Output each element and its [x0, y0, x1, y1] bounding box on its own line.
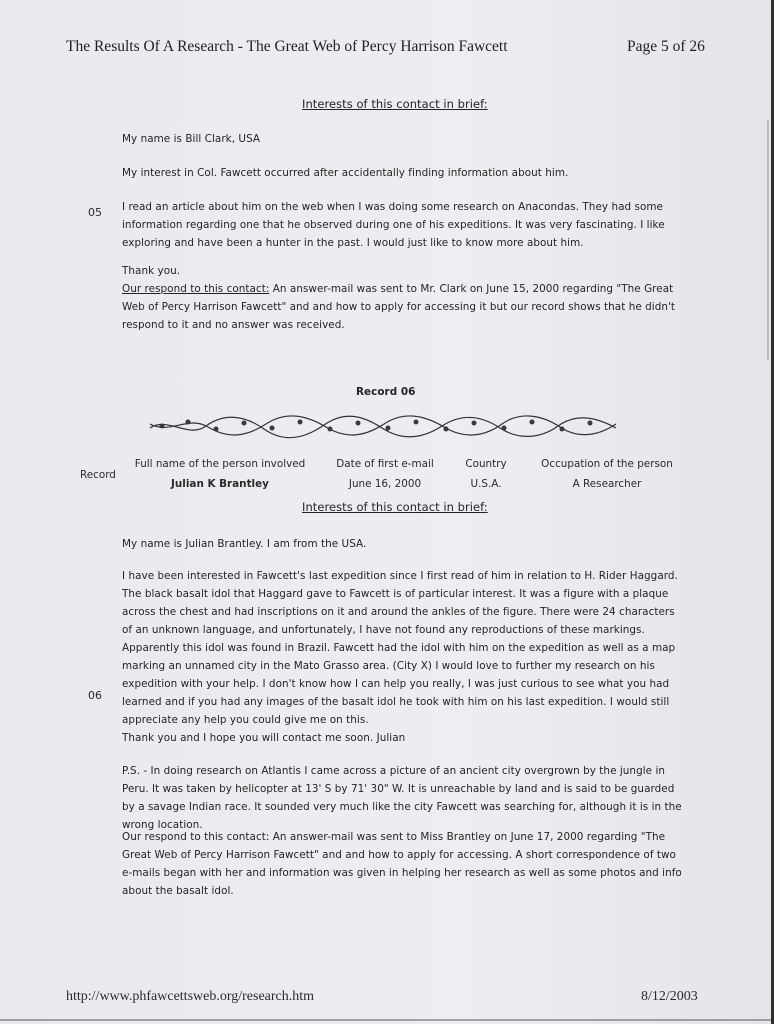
record05-p2: My interest in Col. Fawcett occurred after accidentally finding information about him. [122, 167, 569, 179]
record06-number: 06 [88, 689, 102, 702]
ornament-vine-icon [148, 411, 618, 441]
record06-p4: P.S. - In doing research on Atlantis I came across a picture of an ancient city overgrown by the jungle in Peru. It was taken by helicopter at 13' S by 71' 30" W. It is unreachable by land and is said to be guarded by a savage Indian race. It sounded very much like the city Fawcett was searching for, although it is in the wrong location. [122, 765, 682, 831]
col-full-name: Full name of the person involved [134, 458, 306, 470]
footer-date: 8/12/2003 [641, 989, 698, 1004]
value-occupation: A Researcher [572, 478, 642, 490]
record06-p2: I have been interested in Fawcett's last expedition since I first read of him in relation to H. Rider Haggard. The black basalt idol that Haggard gave to Fawcett is of particular interest. It was a figure with a plaque across the chest and had inscriptions on it and around the ankles of the figure. There were 24 characters of an unknown language, and unfortunately, I have not found any reproductions of these markings. Apparently this idol was found in Brazil. Fawcett had the idol with him on the expedition as well as a map marking an unnamed city in the Mato Grasso area. (City X) I would love to further my research on his expedition with your help. I don't know how I can help you really, I was just curious to see what you had learned and if you had any images of the basalt idol he took with him on his last expedition. I would still appreciate any help you could give me on this. [122, 570, 678, 726]
ornamental-divider [148, 411, 618, 441]
record06-title: Record 06 [356, 386, 416, 398]
scan-edge-bottom [0, 1019, 774, 1021]
footer-url: http://www.phfawcettsweb.org/research.htm [66, 989, 315, 1004]
record-row-label: Record [80, 469, 116, 481]
interests-heading-05: Interests of this contact in brief: [302, 97, 488, 111]
respond-label-05: Our respond to this contact: [122, 283, 270, 295]
record06-respond: Our respond to this contact: An answer-mail was sent to Miss Brantley on June 17, 2000 regarding "The Great Web of Percy Harrison Fawcett" and and how to apply for accessing. A short correspondence of two e-mails began with her and information was given in helping her research as well as some photos and info about the basalt idol. [122, 831, 682, 897]
record05-p3: I read an article about him on the web when I was doing some research on Anacondas. They had some information regarding one that he observed during one of his expeditions. It was very fascinating. I like exploring and have been a hunter in the past. I would just like to know more about him. [122, 201, 665, 249]
col-occupation: Occupation of the person [541, 458, 673, 470]
col-country: Country [465, 458, 507, 470]
value-date-first-email: June 16, 2000 [348, 478, 422, 490]
record06-p1: My name is Julian Brantley. I am from the USA. [122, 538, 367, 550]
value-country: U.S.A. [470, 478, 502, 490]
col-date-first-email: Date of first e-mail [336, 458, 434, 470]
scan-edge-shadow [767, 120, 769, 360]
record05-p4: Thank you. [122, 265, 181, 277]
page-number: Page 5 of 26 [627, 38, 705, 55]
respond-text-05: An answer-mail was sent to Mr. Clark on June 15, 2000 regarding "The Great Web of Percy Harrison Fawcett" and and how to apply for accessing it but our record shows that he didn't respond to it and no answer was received. [122, 283, 676, 331]
value-full-name: Julian K Brantley [171, 478, 269, 490]
record05-number: 05 [88, 206, 102, 219]
interests-heading-06: Interests of this contact in brief: [302, 500, 488, 514]
header-title: The Results Of A Research - The Great Web of Percy Harrison Fawcett [66, 38, 508, 55]
record06-p3: Thank you and I hope you will contact me soon. Julian [122, 732, 406, 744]
record05-respond [122, 280, 683, 334]
record05-p1: My name is Bill Clark, USA [122, 133, 261, 145]
